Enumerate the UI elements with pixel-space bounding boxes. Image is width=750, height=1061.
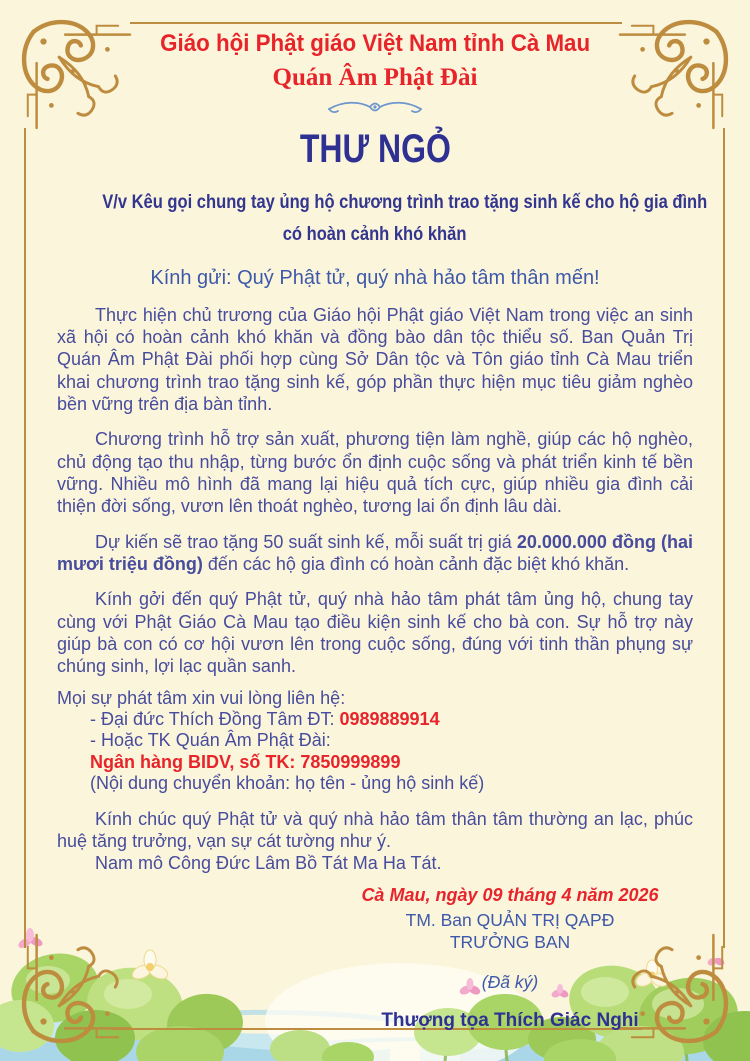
contact-intro: Mọi sự phát tâm xin vui lòng liên hệ: <box>57 687 346 708</box>
mantra-line: Nam mô Công Đức Lâm Bồ Tát Ma Ha Tát. <box>95 853 442 874</box>
board-line: TM. Ban QUẢN TRỊ QAPĐ <box>405 910 615 931</box>
signed-note: (Đã ký) <box>481 972 539 993</box>
divider-flourish-icon <box>325 97 425 117</box>
role-line: TRƯỞNG BAN <box>449 932 571 953</box>
salutation: Kính gửi: Quý Phật tử, quý nhà hảo tâm thân mến! <box>150 266 600 289</box>
border-line-right <box>723 128 725 948</box>
signer-name: Thượng tọa Thích Giác Nghi <box>381 1010 639 1032</box>
transfer-note: (Nội dung chuyển khoản: họ tên - ủng hộ sinh kế) <box>90 773 485 794</box>
contact-block <box>57 688 693 795</box>
subject-line: V/v Kêu gọi chung tay ủng hộ chương trình trao tặng sinh kế cho hộ gia đình có hoàn cảnh khó khăn <box>102 192 708 245</box>
temple-name: Quán Âm Phật Đài <box>272 64 478 91</box>
organization-name: Giáo hội Phật giáo Việt Nam tỉnh Cà Mau <box>160 30 590 57</box>
contact-monk-line: - Đại đức Thích Đồng Tâm ĐT: 0989889914 <box>90 708 440 729</box>
donation-amount: 20.000.000 đồng (hai mươi triệu đồng) <box>57 531 694 574</box>
letter-title: THƯ NGỎ <box>299 127 451 171</box>
phone-number: 0989889914 <box>339 708 440 729</box>
body-paragraph-1: Thực hiện chủ trương của Giáo hội Phật giáo Việt Nam trong việc an sinh xã hội có hoàn cảnh khó khăn và đồng bào dân tộc thiểu số. Ban Quản Trị Quán Âm Phật Đài phối hợp cùng Sở Dân tộc và Tôn giáo tỉnh Cà Mau triển khai chương trình trao tặng sinh kế, góp phần thực hiện mục tiêu giảm nghèo bền vững trên địa bàn tỉnh. <box>57 304 693 415</box>
bank-account-line: Ngân hàng BIDV, số TK: 7850999899 <box>90 751 401 772</box>
body-paragraph-4: Kính gởi đến quý Phật tử, quý nhà hảo tâm phát tâm ủng hộ, chung tay cùng với Phật Giáo Cà Mau tạo điều kiện sinh kế cho bà con. Sự hỗ trợ này giúp bà con có cơ hội vươn lên trong cuộc sống, đúng với tinh thần phụng sự chúng sinh, lợi lạc quần sanh. <box>57 589 693 677</box>
signature-block <box>330 884 690 1033</box>
letter-content <box>57 30 708 1033</box>
body-paragraph-3: Dự kiến sẽ trao tặng 50 suất sinh kế, mỗi suất trị giá 20.000.000 đồng (hai mươi triệu đồng) đến các hộ gia đình có hoàn cảnh đặc biệt khó khăn. <box>57 531 694 574</box>
border-line-top <box>130 22 622 24</box>
closing-wish: Kính chúc quý Phật tử và quý nhà hảo tâm thân tâm thường an lạc, phúc huệ tăng trưởng, vạn sự cát tường như ý. <box>57 808 693 851</box>
place-date: Cà Mau, ngày 09 tháng 4 năm 2026 <box>361 885 659 906</box>
body-paragraph-2: Chương trình hỗ trợ sản xuất, phương tiện làm nghề, giúp các hộ nghèo, chủ động tạo thu nhập, từng bước ổn định cuộc sống và phát triển kinh tế bền vững. Nhiều mô hình đã mang lại hiệu quả tích cực, giúp nhiều gia đình cải thiện đời sống, vươn lên thoát nghèo, tương lai ổn định lâu dài. <box>57 429 693 517</box>
contact-account-line: - Hoặc TK Quán Âm Phật Đài: <box>90 730 331 751</box>
border-line-left <box>24 128 26 948</box>
